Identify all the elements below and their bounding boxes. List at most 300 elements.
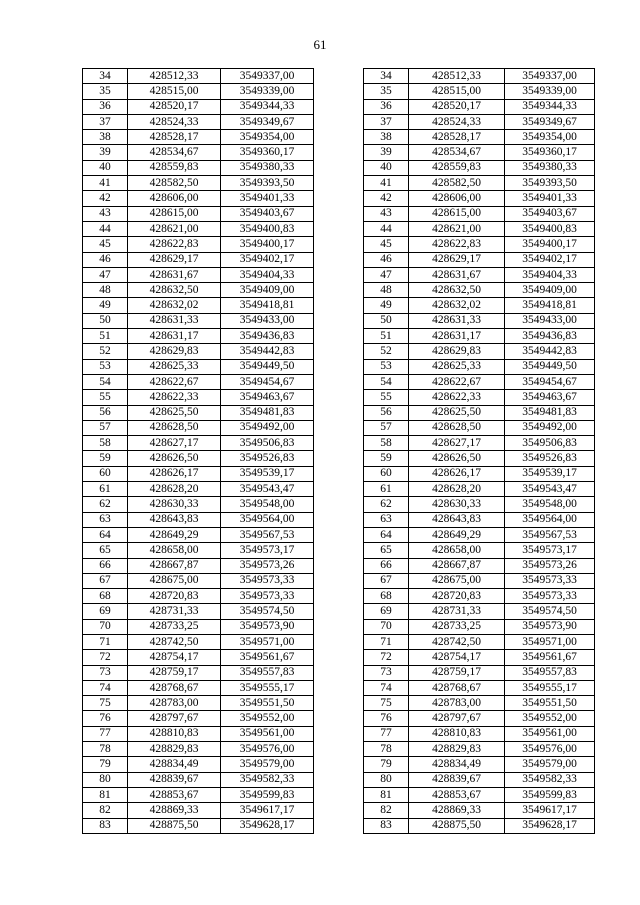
right-x-coordinate-cell: 428524,33	[409, 114, 505, 129]
right-point-number-cell: 37	[364, 114, 409, 129]
column-gap-cell	[314, 466, 364, 481]
left-y-coordinate-cell: 3549409,00	[221, 283, 314, 298]
table-row	[83, 252, 595, 267]
right-point-number-cell: 78	[364, 742, 409, 757]
right-x-coordinate-cell: 428759,17	[409, 665, 505, 680]
left-x-coordinate-cell: 428512,33	[128, 69, 221, 84]
column-gap-cell	[314, 665, 364, 680]
right-point-number-cell: 83	[364, 818, 409, 833]
left-point-number-cell: 69	[83, 604, 128, 619]
table-row	[83, 160, 595, 175]
right-point-number-cell: 50	[364, 313, 409, 328]
right-x-coordinate-cell: 428512,33	[409, 69, 505, 84]
column-gap-cell	[314, 619, 364, 634]
column-gap-cell	[314, 512, 364, 527]
left-x-coordinate-cell: 428742,50	[128, 634, 221, 649]
left-x-coordinate-cell: 428720,83	[128, 589, 221, 604]
left-x-coordinate-cell: 428559,83	[128, 160, 221, 175]
left-y-coordinate-cell: 3549551,50	[221, 696, 314, 711]
left-point-number-cell: 59	[83, 451, 128, 466]
right-y-coordinate-cell: 3549571,00	[505, 634, 595, 649]
coordinates-table	[82, 68, 595, 834]
left-x-coordinate-cell: 428649,29	[128, 527, 221, 542]
right-x-coordinate-cell: 428632,02	[409, 298, 505, 313]
right-point-number-cell: 80	[364, 772, 409, 787]
right-point-number-cell: 67	[364, 573, 409, 588]
left-y-coordinate-cell: 3549344,33	[221, 99, 314, 114]
column-gap-cell	[314, 558, 364, 573]
table-row	[83, 206, 595, 221]
right-x-coordinate-cell: 428810,83	[409, 726, 505, 741]
left-y-coordinate-cell: 3549526,83	[221, 451, 314, 466]
right-x-coordinate-cell: 428615,00	[409, 206, 505, 221]
right-point-number-cell: 74	[364, 680, 409, 695]
left-point-number-cell: 52	[83, 344, 128, 359]
right-point-number-cell: 64	[364, 527, 409, 542]
right-point-number-cell: 82	[364, 803, 409, 818]
left-point-number-cell: 35	[83, 84, 128, 99]
column-gap-cell	[314, 390, 364, 405]
right-x-coordinate-cell: 428631,17	[409, 329, 505, 344]
left-x-coordinate-cell: 428667,87	[128, 558, 221, 573]
column-gap-cell	[314, 726, 364, 741]
left-y-coordinate-cell: 3549354,00	[221, 130, 314, 145]
left-y-coordinate-cell: 3549454,67	[221, 374, 314, 389]
right-y-coordinate-cell: 3549599,83	[505, 787, 595, 802]
column-gap-cell	[314, 145, 364, 160]
left-x-coordinate-cell: 428810,83	[128, 726, 221, 741]
left-point-number-cell: 45	[83, 237, 128, 252]
right-point-number-cell: 70	[364, 619, 409, 634]
right-point-number-cell: 59	[364, 451, 409, 466]
left-x-coordinate-cell: 428643,83	[128, 512, 221, 527]
table-row	[83, 84, 595, 99]
right-x-coordinate-cell: 428628,50	[409, 420, 505, 435]
left-y-coordinate-cell: 3549561,00	[221, 726, 314, 741]
table-row	[83, 619, 595, 634]
right-x-coordinate-cell: 428622,33	[409, 390, 505, 405]
left-x-coordinate-cell: 428875,50	[128, 818, 221, 833]
right-point-number-cell: 43	[364, 206, 409, 221]
right-point-number-cell: 57	[364, 420, 409, 435]
right-point-number-cell: 79	[364, 757, 409, 772]
right-x-coordinate-cell: 428649,29	[409, 527, 505, 542]
table-row	[83, 221, 595, 236]
left-y-coordinate-cell: 3549400,17	[221, 237, 314, 252]
right-y-coordinate-cell: 3549628,17	[505, 818, 595, 833]
right-y-coordinate-cell: 3549561,00	[505, 726, 595, 741]
right-x-coordinate-cell: 428629,17	[409, 252, 505, 267]
left-point-number-cell: 76	[83, 711, 128, 726]
right-y-coordinate-cell: 3549555,17	[505, 680, 595, 695]
left-x-coordinate-cell: 428520,17	[128, 99, 221, 114]
column-gap-cell	[314, 374, 364, 389]
left-x-coordinate-cell: 428630,33	[128, 497, 221, 512]
left-point-number-cell: 72	[83, 650, 128, 665]
column-gap-cell	[314, 221, 364, 236]
left-x-coordinate-cell: 428629,17	[128, 252, 221, 267]
table-row	[83, 497, 595, 512]
column-gap-cell	[314, 772, 364, 787]
column-gap-cell	[314, 267, 364, 282]
left-point-number-cell: 79	[83, 757, 128, 772]
right-point-number-cell: 53	[364, 359, 409, 374]
right-y-coordinate-cell: 3549551,50	[505, 696, 595, 711]
column-gap-cell	[314, 818, 364, 833]
right-x-coordinate-cell: 428631,33	[409, 313, 505, 328]
left-x-coordinate-cell: 428754,17	[128, 650, 221, 665]
right-x-coordinate-cell: 428658,00	[409, 543, 505, 558]
table-row	[83, 466, 595, 481]
right-x-coordinate-cell: 428520,17	[409, 99, 505, 114]
left-point-number-cell: 73	[83, 665, 128, 680]
left-point-number-cell: 65	[83, 543, 128, 558]
column-gap-cell	[314, 114, 364, 129]
left-x-coordinate-cell: 428733,25	[128, 619, 221, 634]
column-gap-cell	[314, 711, 364, 726]
table-row	[83, 757, 595, 772]
left-x-coordinate-cell: 428622,67	[128, 374, 221, 389]
column-gap-cell	[314, 252, 364, 267]
left-y-coordinate-cell: 3549380,33	[221, 160, 314, 175]
right-y-coordinate-cell: 3549481,83	[505, 405, 595, 420]
left-x-coordinate-cell: 428621,00	[128, 221, 221, 236]
left-y-coordinate-cell: 3549555,17	[221, 680, 314, 695]
left-point-number-cell: 63	[83, 512, 128, 527]
left-y-coordinate-cell: 3549403,67	[221, 206, 314, 221]
column-gap-cell	[314, 130, 364, 145]
left-point-number-cell: 77	[83, 726, 128, 741]
right-x-coordinate-cell: 428783,00	[409, 696, 505, 711]
left-point-number-cell: 38	[83, 130, 128, 145]
right-x-coordinate-cell: 428606,00	[409, 191, 505, 206]
column-gap-cell	[314, 527, 364, 542]
left-y-coordinate-cell: 3549573,33	[221, 589, 314, 604]
left-y-coordinate-cell: 3549481,83	[221, 405, 314, 420]
column-gap-cell	[314, 405, 364, 420]
left-y-coordinate-cell: 3549492,00	[221, 420, 314, 435]
left-y-coordinate-cell: 3549506,83	[221, 436, 314, 451]
column-gap-cell	[314, 191, 364, 206]
left-point-number-cell: 48	[83, 283, 128, 298]
left-x-coordinate-cell: 428615,00	[128, 206, 221, 221]
right-point-number-cell: 52	[364, 344, 409, 359]
table-row	[83, 283, 595, 298]
left-y-coordinate-cell: 3549393,50	[221, 176, 314, 191]
column-gap-cell	[314, 359, 364, 374]
table-row	[83, 237, 595, 252]
right-point-number-cell: 41	[364, 176, 409, 191]
left-point-number-cell: 57	[83, 420, 128, 435]
right-y-coordinate-cell: 3549573,90	[505, 619, 595, 634]
left-y-coordinate-cell: 3549599,83	[221, 787, 314, 802]
right-point-number-cell: 77	[364, 726, 409, 741]
column-gap-cell	[314, 420, 364, 435]
left-y-coordinate-cell: 3549579,00	[221, 757, 314, 772]
table-row	[83, 558, 595, 573]
right-x-coordinate-cell: 428631,67	[409, 267, 505, 282]
left-point-number-cell: 66	[83, 558, 128, 573]
right-y-coordinate-cell: 3549463,67	[505, 390, 595, 405]
right-x-coordinate-cell: 428622,83	[409, 237, 505, 252]
table-row	[83, 665, 595, 680]
left-x-coordinate-cell: 428631,33	[128, 313, 221, 328]
right-point-number-cell: 68	[364, 589, 409, 604]
right-point-number-cell: 44	[364, 221, 409, 236]
right-point-number-cell: 36	[364, 99, 409, 114]
table-row	[83, 634, 595, 649]
right-point-number-cell: 66	[364, 558, 409, 573]
right-y-coordinate-cell: 3549567,53	[505, 527, 595, 542]
table-row	[83, 420, 595, 435]
left-x-coordinate-cell: 428626,50	[128, 451, 221, 466]
right-y-coordinate-cell: 3549492,00	[505, 420, 595, 435]
left-x-coordinate-cell: 428658,00	[128, 543, 221, 558]
right-point-number-cell: 48	[364, 283, 409, 298]
right-x-coordinate-cell: 428528,17	[409, 130, 505, 145]
column-gap-cell	[314, 206, 364, 221]
right-x-coordinate-cell: 428768,67	[409, 680, 505, 695]
right-point-number-cell: 51	[364, 329, 409, 344]
right-point-number-cell: 40	[364, 160, 409, 175]
right-y-coordinate-cell: 3549339,00	[505, 84, 595, 99]
table-row	[83, 145, 595, 160]
right-point-number-cell: 62	[364, 497, 409, 512]
table-row	[83, 787, 595, 802]
left-x-coordinate-cell: 428515,00	[128, 84, 221, 99]
left-point-number-cell: 44	[83, 221, 128, 236]
left-y-coordinate-cell: 3549442,83	[221, 344, 314, 359]
right-point-number-cell: 65	[364, 543, 409, 558]
right-y-coordinate-cell: 3549449,50	[505, 359, 595, 374]
column-gap-cell	[314, 84, 364, 99]
table-row	[83, 344, 595, 359]
left-x-coordinate-cell: 428853,67	[128, 787, 221, 802]
right-y-coordinate-cell: 3549548,00	[505, 497, 595, 512]
right-point-number-cell: 63	[364, 512, 409, 527]
column-gap-cell	[314, 99, 364, 114]
left-y-coordinate-cell: 3549401,33	[221, 191, 314, 206]
table-row	[83, 543, 595, 558]
right-y-coordinate-cell: 3549539,17	[505, 466, 595, 481]
table-row	[83, 313, 595, 328]
right-point-number-cell: 56	[364, 405, 409, 420]
right-y-coordinate-cell: 3549409,00	[505, 283, 595, 298]
column-gap-cell	[314, 313, 364, 328]
table-row	[83, 374, 595, 389]
right-x-coordinate-cell: 428731,33	[409, 604, 505, 619]
left-y-coordinate-cell: 3549582,33	[221, 772, 314, 787]
right-point-number-cell: 47	[364, 267, 409, 282]
column-gap-cell	[314, 573, 364, 588]
left-y-coordinate-cell: 3549628,17	[221, 818, 314, 833]
left-point-number-cell: 62	[83, 497, 128, 512]
right-point-number-cell: 76	[364, 711, 409, 726]
table-row	[83, 69, 595, 84]
column-gap-cell	[314, 497, 364, 512]
left-point-number-cell: 34	[83, 69, 128, 84]
right-x-coordinate-cell: 428632,50	[409, 283, 505, 298]
left-y-coordinate-cell: 3549337,00	[221, 69, 314, 84]
left-x-coordinate-cell: 428627,17	[128, 436, 221, 451]
right-y-coordinate-cell: 3549360,17	[505, 145, 595, 160]
left-y-coordinate-cell: 3549360,17	[221, 145, 314, 160]
right-point-number-cell: 58	[364, 436, 409, 451]
column-gap-cell	[314, 680, 364, 695]
right-point-number-cell: 75	[364, 696, 409, 711]
right-point-number-cell: 72	[364, 650, 409, 665]
left-y-coordinate-cell: 3549402,17	[221, 252, 314, 267]
left-point-number-cell: 43	[83, 206, 128, 221]
left-point-number-cell: 80	[83, 772, 128, 787]
left-point-number-cell: 71	[83, 634, 128, 649]
right-x-coordinate-cell: 428869,33	[409, 803, 505, 818]
page-number: 61	[313, 37, 327, 52]
right-y-coordinate-cell: 3549442,83	[505, 344, 595, 359]
left-y-coordinate-cell: 3549543,47	[221, 482, 314, 497]
right-y-coordinate-cell: 3549433,00	[505, 313, 595, 328]
table-row	[83, 191, 595, 206]
column-gap-cell	[314, 650, 364, 665]
right-y-coordinate-cell: 3549573,33	[505, 573, 595, 588]
left-x-coordinate-cell: 428632,50	[128, 283, 221, 298]
table-row	[83, 99, 595, 114]
column-gap-cell	[314, 69, 364, 84]
left-y-coordinate-cell: 3549539,17	[221, 466, 314, 481]
left-y-coordinate-cell: 3549564,00	[221, 512, 314, 527]
right-point-number-cell: 46	[364, 252, 409, 267]
right-x-coordinate-cell: 428834,49	[409, 757, 505, 772]
right-y-coordinate-cell: 3549506,83	[505, 436, 595, 451]
left-x-coordinate-cell: 428628,20	[128, 482, 221, 497]
right-y-coordinate-cell: 3549401,33	[505, 191, 595, 206]
table-row	[83, 298, 595, 313]
right-x-coordinate-cell: 428627,17	[409, 436, 505, 451]
left-y-coordinate-cell: 3549557,83	[221, 665, 314, 680]
column-gap-cell	[314, 634, 364, 649]
left-point-number-cell: 64	[83, 527, 128, 542]
column-gap-cell	[314, 742, 364, 757]
table-row	[83, 772, 595, 787]
column-gap-cell	[314, 543, 364, 558]
right-x-coordinate-cell: 428629,83	[409, 344, 505, 359]
coordinates-table-body	[83, 69, 595, 834]
table-row	[83, 451, 595, 466]
left-y-coordinate-cell: 3549573,26	[221, 558, 314, 573]
right-y-coordinate-cell: 3549573,33	[505, 589, 595, 604]
right-y-coordinate-cell: 3549561,67	[505, 650, 595, 665]
right-y-coordinate-cell: 3549582,33	[505, 772, 595, 787]
left-point-number-cell: 41	[83, 176, 128, 191]
left-x-coordinate-cell: 428759,17	[128, 665, 221, 680]
left-x-coordinate-cell: 428797,67	[128, 711, 221, 726]
left-point-number-cell: 60	[83, 466, 128, 481]
left-y-coordinate-cell: 3549433,00	[221, 313, 314, 328]
table-row	[83, 589, 595, 604]
left-x-coordinate-cell: 428606,00	[128, 191, 221, 206]
left-x-coordinate-cell: 428625,33	[128, 359, 221, 374]
left-point-number-cell: 46	[83, 252, 128, 267]
left-point-number-cell: 61	[83, 482, 128, 497]
right-y-coordinate-cell: 3549380,33	[505, 160, 595, 175]
column-gap-cell	[314, 176, 364, 191]
left-y-coordinate-cell: 3549576,00	[221, 742, 314, 757]
column-gap-cell	[314, 604, 364, 619]
left-y-coordinate-cell: 3549349,67	[221, 114, 314, 129]
left-y-coordinate-cell: 3549573,17	[221, 543, 314, 558]
left-point-number-cell: 75	[83, 696, 128, 711]
column-gap-cell	[314, 787, 364, 802]
left-x-coordinate-cell: 428632,02	[128, 298, 221, 313]
column-gap-cell	[314, 160, 364, 175]
left-x-coordinate-cell: 428829,83	[128, 742, 221, 757]
left-point-number-cell: 81	[83, 787, 128, 802]
right-x-coordinate-cell: 428625,50	[409, 405, 505, 420]
right-x-coordinate-cell: 428625,33	[409, 359, 505, 374]
left-point-number-cell: 49	[83, 298, 128, 313]
right-point-number-cell: 69	[364, 604, 409, 619]
left-y-coordinate-cell: 3549436,83	[221, 329, 314, 344]
right-x-coordinate-cell: 428622,67	[409, 374, 505, 389]
table-row	[83, 650, 595, 665]
column-gap-cell	[314, 283, 364, 298]
right-y-coordinate-cell: 3549418,81	[505, 298, 595, 313]
left-x-coordinate-cell: 428839,67	[128, 772, 221, 787]
left-point-number-cell: 50	[83, 313, 128, 328]
left-point-number-cell: 58	[83, 436, 128, 451]
right-y-coordinate-cell: 3549576,00	[505, 742, 595, 757]
left-y-coordinate-cell: 3549571,00	[221, 634, 314, 649]
column-gap-cell	[314, 803, 364, 818]
left-point-number-cell: 36	[83, 99, 128, 114]
left-point-number-cell: 82	[83, 803, 128, 818]
left-y-coordinate-cell: 3549400,83	[221, 221, 314, 236]
column-gap-cell	[314, 329, 364, 344]
right-x-coordinate-cell: 428626,17	[409, 466, 505, 481]
column-gap-cell	[314, 451, 364, 466]
right-y-coordinate-cell: 3549454,67	[505, 374, 595, 389]
right-x-coordinate-cell: 428839,67	[409, 772, 505, 787]
table-row	[83, 818, 595, 833]
left-point-number-cell: 74	[83, 680, 128, 695]
left-point-number-cell: 47	[83, 267, 128, 282]
left-point-number-cell: 67	[83, 573, 128, 588]
left-y-coordinate-cell: 3549404,33	[221, 267, 314, 282]
right-x-coordinate-cell: 428534,67	[409, 145, 505, 160]
right-point-number-cell: 54	[364, 374, 409, 389]
left-x-coordinate-cell: 428631,17	[128, 329, 221, 344]
right-point-number-cell: 39	[364, 145, 409, 160]
left-y-coordinate-cell: 3549548,00	[221, 497, 314, 512]
right-x-coordinate-cell: 428643,83	[409, 512, 505, 527]
right-x-coordinate-cell: 428675,00	[409, 573, 505, 588]
table-row	[83, 390, 595, 405]
left-point-number-cell: 51	[83, 329, 128, 344]
table-row	[83, 359, 595, 374]
right-point-number-cell: 61	[364, 482, 409, 497]
left-x-coordinate-cell: 428768,67	[128, 680, 221, 695]
right-point-number-cell: 60	[364, 466, 409, 481]
right-y-coordinate-cell: 3549573,17	[505, 543, 595, 558]
right-point-number-cell: 81	[364, 787, 409, 802]
column-gap-cell	[314, 696, 364, 711]
right-x-coordinate-cell: 428853,67	[409, 787, 505, 802]
left-point-number-cell: 37	[83, 114, 128, 129]
right-x-coordinate-cell: 428733,25	[409, 619, 505, 634]
right-point-number-cell: 73	[364, 665, 409, 680]
table-row	[83, 711, 595, 726]
left-point-number-cell: 70	[83, 619, 128, 634]
